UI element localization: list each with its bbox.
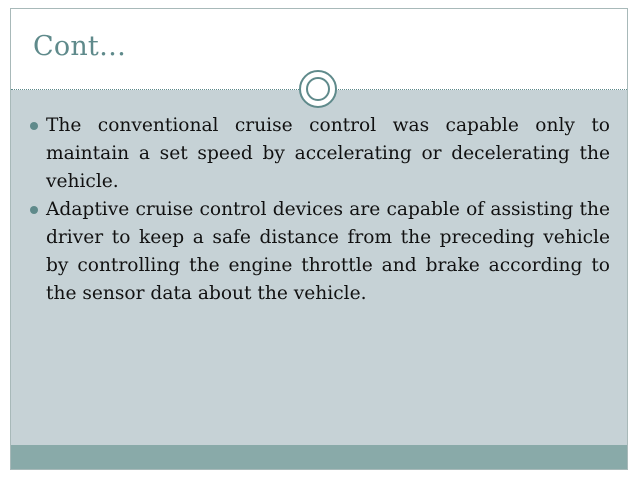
bullet-item bbox=[30, 112, 610, 196]
footer-bar bbox=[11, 445, 627, 469]
slide-title: Cont… bbox=[33, 31, 127, 62]
bullet-list bbox=[30, 112, 610, 308]
decorative-ring-icon bbox=[299, 70, 337, 108]
bullet-text: Adaptive cruise control devices are capable of assisting the driver to keep a safe distance from the preceding vehicle by controlling the engine throttle and brake according to the sensor data about the vehicle. bbox=[46, 199, 610, 304]
bullet-dot-icon bbox=[30, 122, 38, 130]
bullet-dot-icon bbox=[30, 206, 38, 214]
bullet-text: The conventional cruise control was capable only to maintain a set speed by accelerating or decelerating the vehicle. bbox=[46, 115, 610, 192]
bullet-item bbox=[30, 196, 610, 308]
